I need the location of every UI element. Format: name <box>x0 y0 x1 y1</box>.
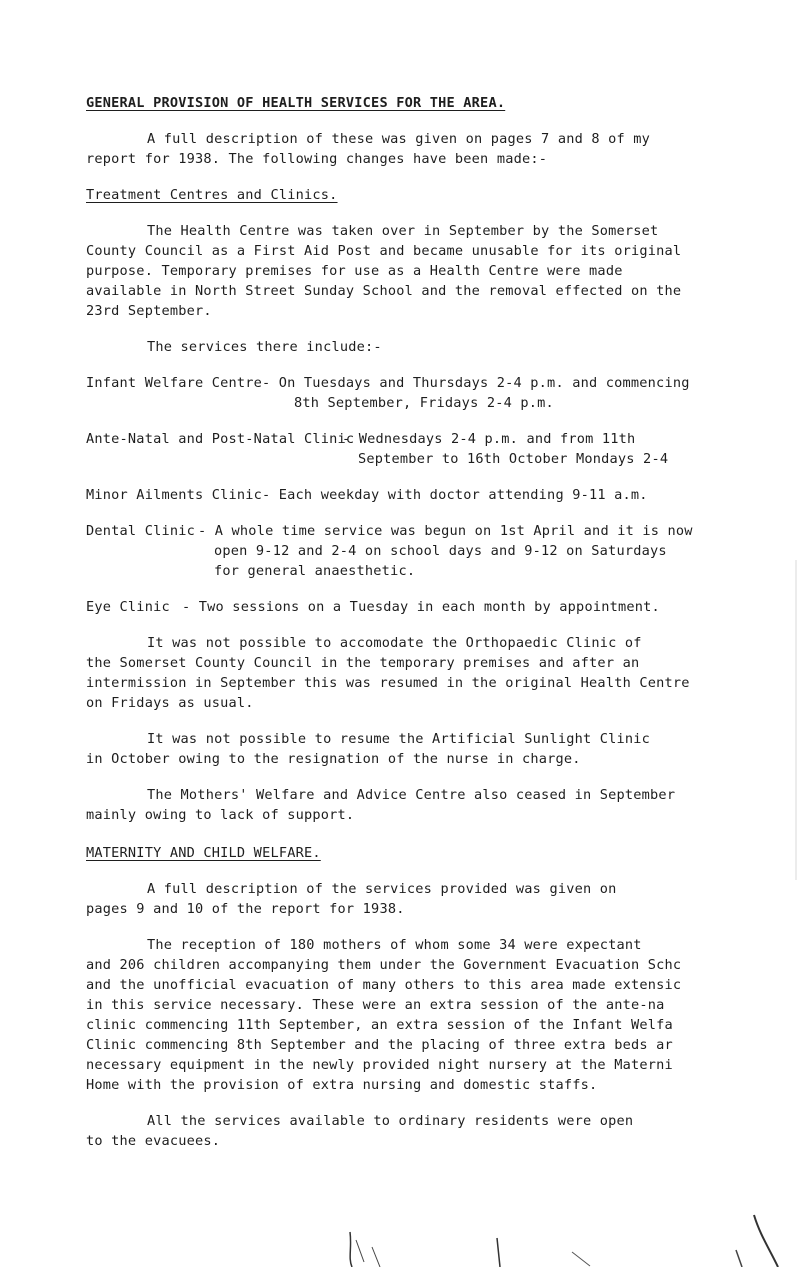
treatment-line-3: purpose. Temporary premises for use as a Health Centre were made <box>86 263 623 279</box>
reception-line-4: in this service necessary. These were an extra session of the ante-na <box>86 997 665 1013</box>
intro-line-2: report for 1938. The following changes have been made:- <box>86 151 548 167</box>
reception-line-1: The reception of 180 mothers of whom some 34 were expectant <box>147 937 642 953</box>
ortho-line-2: the Somerset County Council in the temporary premises and after an <box>86 655 640 671</box>
reception-line-2: and 206 children accompanying them under the Government Evacuation Schc <box>86 957 682 973</box>
mothers-line-2: mainly owing to lack of support. <box>86 807 355 823</box>
mothers-line-1: The Mothers' Welfare and Advice Centre also ceased in September <box>147 787 676 803</box>
treatment-heading: Treatment Centres and Clinics. <box>86 187 338 203</box>
document-title: GENERAL PROVISION OF HEALTH SERVICES FOR THE AREA. <box>86 95 506 111</box>
treatment-line-2: County Council as a First Aid Post and became unusable for its original <box>86 243 682 259</box>
treatment-line-1: The Health Centre was taken over in September by the Somerset <box>147 223 659 239</box>
service-detail-minor-ailments-1: - Each weekday with doctor attending 9-11 a.m. <box>262 487 648 503</box>
ortho-line-3: intermission in September this was resumed in the original Health Centre <box>86 675 690 691</box>
reception-line-5: clinic commencing 11th September, an extra session of the Infant Welfa <box>86 1017 673 1033</box>
reception-line-8: Home with the provision of extra nursing and domestic staffs. <box>86 1077 598 1093</box>
reception-line-7: necessary equipment in the newly provided night nursery at the Materni <box>86 1057 673 1073</box>
scan-mark-left-3 <box>372 1247 380 1267</box>
service-detail-eye-1: - Two sessions on a Tuesday in each month by appointment. <box>182 599 660 615</box>
maternity-intro-line-2: pages 9 and 10 of the report for 1938. <box>86 901 405 917</box>
intro-line-1: A full description of these was given on pages 7 and 8 of my <box>147 131 651 147</box>
reception-line-3: and the unofficial evacuation of many others to this area made extensic <box>86 977 682 993</box>
sunlight-line-1: It was not possible to resume the Artificial Sunlight Clinic <box>147 731 651 747</box>
closing-line-2: to the evacuees. <box>86 1133 221 1149</box>
service-label-minor-ailments: Minor Ailments Clinic <box>86 487 263 503</box>
scan-mark-right <box>754 1215 778 1267</box>
service-detail-dental-2: open 9-12 and 2-4 on school days and 9-12 on Saturdays <box>214 543 667 559</box>
scan-mark-left <box>350 1232 352 1267</box>
service-detail-infant-welfare-2: 8th September, Fridays 2-4 p.m. <box>294 395 554 411</box>
service-label-ante-natal: Ante-Natal and Post-Natal Clinic <box>86 431 355 447</box>
service-label-infant-welfare: Infant Welfare Centre <box>86 375 263 391</box>
sunlight-line-2: in October owing to the resignation of the nurse in charge. <box>86 751 581 767</box>
service-detail-ante-natal-2: September to 16th October Mondays 2-4 <box>358 451 669 467</box>
treatment-line-5: 23rd September. <box>86 303 212 319</box>
scan-mark-left-2 <box>356 1240 364 1262</box>
ortho-line-1: It was not possible to accomodate the Orthopaedic Clinic of <box>147 635 642 651</box>
closing-line-1: All the services available to ordinary residents were open <box>147 1113 634 1129</box>
service-detail-infant-welfare-1: - On Tuesdays and Thursdays 2-4 p.m. and commencing <box>262 375 690 391</box>
service-label-dental: Dental Clinic <box>86 523 195 539</box>
service-label-eye: Eye Clinic <box>86 599 170 615</box>
scan-mark-right-2 <box>736 1250 742 1267</box>
maternity-heading: MATERNITY AND CHILD WELFARE. <box>86 845 321 861</box>
service-detail-dental-1: - A whole time service was begun on 1st April and it is now <box>198 523 693 539</box>
ortho-line-4: on Fridays as usual. <box>86 695 254 711</box>
service-detail-dental-3: for general anaesthetic. <box>214 563 416 579</box>
scan-mark-middle <box>497 1238 500 1267</box>
services-intro: The services there include:- <box>147 339 382 355</box>
reception-line-6: Clinic commencing 8th September and the placing of three extra beds ar <box>86 1037 673 1053</box>
maternity-intro-line-1: A full description of the services provided was given on <box>147 881 617 897</box>
service-detail-ante-natal-1: - Wednesdays 2-4 p.m. and from 11th <box>342 431 636 447</box>
treatment-line-4: available in North Street Sunday School and the removal effected on the <box>86 283 682 299</box>
scan-mark-middle-2 <box>572 1252 590 1266</box>
